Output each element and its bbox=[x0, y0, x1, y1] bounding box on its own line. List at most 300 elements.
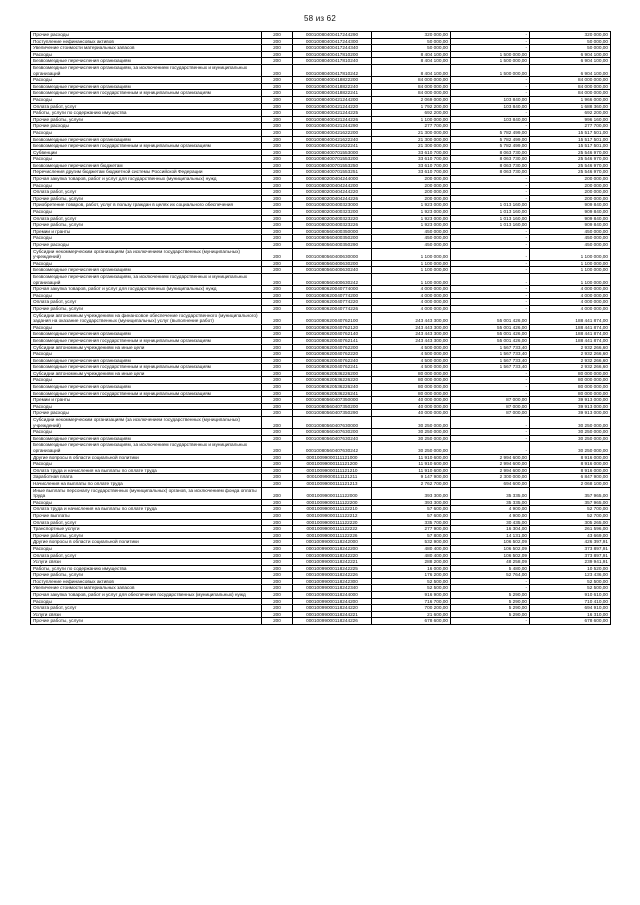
table-row bbox=[31, 64, 611, 76]
approved-amount-cell: 11 910 600,00 bbox=[372, 454, 451, 461]
budget-code-cell: 00010099000111121200 bbox=[293, 461, 372, 468]
row-name-cell: Прочие расходы bbox=[31, 32, 262, 39]
budget-code-cell: 00010099000111122226 bbox=[293, 532, 372, 539]
line-code-cell: 200 bbox=[262, 539, 293, 546]
row-name-cell: Субсидии некоммерческим организациям (за исключением государственных (муниципальных) учреждений) bbox=[31, 248, 262, 260]
approved-amount-cell: 1 923 000,00 bbox=[372, 215, 451, 222]
budget-code-cell: 00010080400418822200 bbox=[293, 77, 372, 84]
table-row bbox=[31, 565, 611, 572]
unexecuted-amount-cell: 2 932 266,60 bbox=[530, 344, 611, 351]
unexecuted-amount-cell: 15 517 501,00 bbox=[530, 129, 611, 136]
row-name-cell: Оплата работ, услуг bbox=[31, 189, 262, 196]
table-row bbox=[31, 83, 611, 90]
unexecuted-amount-cell: 52 700,00 bbox=[530, 506, 611, 513]
unexecuted-amount-cell: 450 000,00 bbox=[530, 228, 611, 235]
executed-amount-cell: 106 502,09 bbox=[451, 545, 530, 552]
row-name-cell: Работы, услуги по содержанию имущества bbox=[31, 565, 262, 572]
approved-amount-cell: 532 900,00 bbox=[372, 539, 451, 546]
unexecuted-amount-cell: 25 546 970,00 bbox=[530, 156, 611, 163]
approved-amount-cell: 4 500 000,00 bbox=[372, 344, 451, 351]
executed-amount-cell: 87 000,00 bbox=[451, 397, 530, 404]
budget-code-cell: 00010099000118244000 bbox=[293, 592, 372, 599]
budget-code-cell: 00010099000118242300 bbox=[293, 578, 372, 585]
approved-amount-cell: 80 000 000,00 bbox=[372, 370, 451, 377]
budget-code-cell: 00010080200404244000 bbox=[293, 176, 372, 183]
budget-code-cell: 00010080560400630200 bbox=[293, 260, 372, 267]
executed-amount-cell: 16 304,00 bbox=[451, 526, 530, 533]
unexecuted-amount-cell: 450 000,00 bbox=[530, 242, 611, 249]
approved-amount-cell: 1 100 000,00 bbox=[372, 260, 451, 267]
executed-amount-cell: - bbox=[451, 38, 530, 45]
approved-amount-cell: 4 000 000,00 bbox=[372, 292, 451, 299]
budget-code-cell: 00010080400421244200 bbox=[293, 96, 372, 103]
line-code-cell: 200 bbox=[262, 32, 293, 39]
line-code-cell: 200 bbox=[262, 45, 293, 52]
budget-code-cell: 00010099000111121211 bbox=[293, 474, 372, 481]
table-row bbox=[31, 58, 611, 65]
line-code-cell: 200 bbox=[262, 429, 293, 436]
table-row bbox=[31, 136, 611, 143]
approved-amount-cell: 243 443 300,00 bbox=[372, 312, 451, 324]
approved-amount-cell: 2 069 000,00 bbox=[372, 96, 451, 103]
row-name-cell: Прочая закупка товаров, работ и услуг для государственных (муниципальных) нужд bbox=[31, 176, 262, 183]
row-name-cell: Субсидии некоммерческим организациям (за исключением государственных (муниципальных) учреждений) bbox=[31, 417, 262, 429]
row-name-cell: Премии и гранты bbox=[31, 228, 262, 235]
approved-amount-cell: 50 000,00 bbox=[372, 45, 451, 52]
approved-amount-cell: 277 900,00 bbox=[372, 526, 451, 533]
approved-amount-cell: 716 700,00 bbox=[372, 598, 451, 605]
row-name-cell: Оплата работ, услуг bbox=[31, 215, 262, 222]
row-name-cell: Поступление нефинансовых активов bbox=[31, 38, 262, 45]
table-row bbox=[31, 442, 611, 454]
row-name-cell: Прочие работы, услуги bbox=[31, 532, 262, 539]
approved-amount-cell: 1 923 000,00 bbox=[372, 222, 451, 229]
executed-amount-cell: 8 063 730,00 bbox=[451, 162, 530, 169]
approved-amount-cell: 4 000 000,00 bbox=[372, 286, 451, 293]
budget-code-cell: 00010080620536226220 bbox=[293, 377, 372, 384]
approved-amount-cell: 450 000,00 bbox=[372, 242, 451, 249]
row-name-cell: Субсидии автономным учреждениям на иные цели bbox=[31, 344, 262, 351]
executed-amount-cell: - bbox=[451, 435, 530, 442]
row-name-cell: Премии и гранты bbox=[31, 397, 262, 404]
row-name-cell: Расходы bbox=[31, 324, 262, 331]
budget-code-cell: 00010080200400323200 bbox=[293, 209, 372, 216]
unexecuted-amount-cell: 52 500,00 bbox=[530, 578, 611, 585]
table-row bbox=[31, 267, 611, 274]
unexecuted-amount-cell: 52 700,00 bbox=[530, 512, 611, 519]
line-code-cell: 200 bbox=[262, 299, 293, 306]
budget-code-cell: 00010080620040762120 bbox=[293, 324, 372, 331]
table-row bbox=[31, 209, 611, 216]
executed-amount-cell: - bbox=[451, 292, 530, 299]
executed-amount-cell: 1 013 160,00 bbox=[451, 215, 530, 222]
line-code-cell: 200 bbox=[262, 598, 293, 605]
executed-amount-cell: 5 480,00 bbox=[451, 565, 530, 572]
table-row bbox=[31, 572, 611, 579]
table-row bbox=[31, 96, 611, 103]
executed-amount-cell: 2 994 600,00 bbox=[451, 461, 530, 468]
line-code-cell: 200 bbox=[262, 123, 293, 130]
budget-code-cell: 00010080620040762141 bbox=[293, 337, 372, 344]
unexecuted-amount-cell: 200 000,00 bbox=[530, 195, 611, 202]
budget-code-cell: 00010099000118244220 bbox=[293, 605, 372, 612]
table-row bbox=[31, 474, 611, 481]
row-name-cell: Прочие работы, услуги bbox=[31, 572, 262, 579]
executed-amount-cell: 106 502,09 bbox=[451, 539, 530, 546]
approved-amount-cell: 57 600,00 bbox=[372, 506, 451, 513]
approved-amount-cell: 30 250 000,00 bbox=[372, 442, 451, 454]
line-code-cell: 200 bbox=[262, 526, 293, 533]
executed-amount-cell: - bbox=[451, 273, 530, 285]
unexecuted-amount-cell: 188 441 874,00 bbox=[530, 312, 611, 324]
budget-code-cell: 00010099000111122212 bbox=[293, 512, 372, 519]
table-row bbox=[31, 618, 611, 625]
budget-code-cell: 00010080620040774200 bbox=[293, 292, 372, 299]
budget-code-cell: 00010080400421244225 bbox=[293, 110, 372, 117]
executed-amount-cell: - bbox=[451, 110, 530, 117]
row-name-cell: Расходы bbox=[31, 429, 262, 436]
executed-amount-cell: 8 063 730,00 bbox=[451, 149, 530, 156]
executed-amount-cell: 103 840,00 bbox=[451, 116, 530, 123]
executed-amount-cell: 694 600,00 bbox=[451, 480, 530, 487]
budget-code-cell: 00010080400418822241 bbox=[293, 90, 372, 97]
budget-code-cell: 00010080620040762100 bbox=[293, 312, 372, 324]
executed-amount-cell: - bbox=[451, 248, 530, 260]
row-name-cell: Прочая закупка товаров, работ и услуг для государственных (муниципальных) нужд bbox=[31, 286, 262, 293]
row-name-cell: Безвозмездные перечисления организациям bbox=[31, 384, 262, 391]
approved-amount-cell: 200 000,00 bbox=[372, 189, 451, 196]
executed-amount-cell: 55 001 426,00 bbox=[451, 312, 530, 324]
unexecuted-amount-cell: 50 000,00 bbox=[530, 45, 611, 52]
approved-amount-cell: 1 923 000,00 bbox=[372, 202, 451, 209]
executed-amount-cell: 1 567 733,40 bbox=[451, 351, 530, 358]
line-code-cell: 200 bbox=[262, 96, 293, 103]
row-name-cell: Услуги связи bbox=[31, 559, 262, 566]
line-code-cell: 200 bbox=[262, 370, 293, 377]
executed-amount-cell: - bbox=[451, 267, 530, 274]
table-row bbox=[31, 592, 611, 599]
budget-code-cell: 00010080200400323220 bbox=[293, 215, 372, 222]
budget-code-cell: 00010080560407630200 bbox=[293, 429, 372, 436]
approved-amount-cell: 57 600,00 bbox=[372, 512, 451, 519]
unexecuted-amount-cell: 1 100 000,00 bbox=[530, 267, 611, 274]
row-name-cell: Расходы bbox=[31, 77, 262, 84]
table-row bbox=[31, 499, 611, 506]
unexecuted-amount-cell: 84 000 000,00 bbox=[530, 90, 611, 97]
line-code-cell: 200 bbox=[262, 149, 293, 156]
budget-code-cell: 00010080560400350290 bbox=[293, 242, 372, 249]
row-name-cell: Расходы bbox=[31, 129, 262, 136]
row-name-cell: Поступление нефинансовых активов bbox=[31, 578, 262, 585]
row-name-cell: Безвозмездные перечисления государственным и муниципальным организациям bbox=[31, 90, 262, 97]
unexecuted-amount-cell: 8 916 000,00 bbox=[530, 454, 611, 461]
table-row bbox=[31, 357, 611, 364]
table-row bbox=[31, 539, 611, 546]
table-row bbox=[31, 143, 611, 150]
table-row bbox=[31, 410, 611, 417]
line-code-cell: 200 bbox=[262, 611, 293, 618]
table-row bbox=[31, 103, 611, 110]
row-name-cell: Безвозмездные перечисления организациям bbox=[31, 267, 262, 274]
approved-amount-cell: 21 300 000,00 bbox=[372, 143, 451, 150]
table-row bbox=[31, 390, 611, 397]
unexecuted-amount-cell: 15 517 501,00 bbox=[530, 143, 611, 150]
row-name-cell: Приобретение товаров, работ, услуг в пользу граждан в целях их социального обеспечения bbox=[31, 202, 262, 209]
unexecuted-amount-cell: 1 100 000,00 bbox=[530, 260, 611, 267]
table-row bbox=[31, 110, 611, 117]
executed-amount-cell: 8 063 730,00 bbox=[451, 169, 530, 176]
executed-amount-cell: - bbox=[451, 377, 530, 384]
row-name-cell: Увеличение стоимости материальных запасов bbox=[31, 45, 262, 52]
line-code-cell: 200 bbox=[262, 129, 293, 136]
executed-amount-cell: 5 290,00 bbox=[451, 611, 530, 618]
budget-code-cell: 00010099000111122222 bbox=[293, 526, 372, 533]
executed-amount-cell: - bbox=[451, 228, 530, 235]
approved-amount-cell: 4 500 000,00 bbox=[372, 357, 451, 364]
line-code-cell: 200 bbox=[262, 267, 293, 274]
table-row bbox=[31, 162, 611, 169]
approved-amount-cell: 480 400,00 bbox=[372, 545, 451, 552]
table-row bbox=[31, 331, 611, 338]
unexecuted-amount-cell: 4 000 000,00 bbox=[530, 292, 611, 299]
budget-code-cell: 00010099000118242000 bbox=[293, 539, 372, 546]
unexecuted-amount-cell: 188 441 874,00 bbox=[530, 324, 611, 331]
budget-code-cell: 00010099000118244226 bbox=[293, 618, 372, 625]
budget-code-cell: 00010080400417810240 bbox=[293, 58, 372, 65]
row-name-cell: Начисления на выплаты по оплате труда bbox=[31, 480, 262, 487]
row-name-cell: Безвозмездные перечисления государственным и муниципальным организациям bbox=[31, 337, 262, 344]
executed-amount-cell: 4 900,00 bbox=[451, 506, 530, 513]
row-name-cell: Безвозмездные перечисления организациям, за исключением государственных и муниципальных организаций bbox=[31, 273, 262, 285]
executed-amount-cell: - bbox=[451, 176, 530, 183]
executed-amount-cell: 35 335,00 bbox=[451, 487, 530, 499]
unexecuted-amount-cell: 909 840,00 bbox=[530, 215, 611, 222]
row-name-cell: Безвозмездные перечисления организациям, за исключением государственных и муниципальных организаций bbox=[31, 64, 262, 76]
table-row bbox=[31, 351, 611, 358]
executed-amount-cell: 55 001 426,00 bbox=[451, 324, 530, 331]
line-code-cell: 200 bbox=[262, 519, 293, 526]
table-row bbox=[31, 176, 611, 183]
approved-amount-cell: 21 300 000,00 bbox=[372, 129, 451, 136]
table-row bbox=[31, 487, 611, 499]
budget-code-cell: 00010080560407350000 bbox=[293, 397, 372, 404]
approved-amount-cell: 176 200,00 bbox=[372, 572, 451, 579]
table-row bbox=[31, 202, 611, 209]
executed-amount-cell: 48 258,09 bbox=[451, 559, 530, 566]
line-code-cell: 200 bbox=[262, 273, 293, 285]
unexecuted-amount-cell: 373 897,91 bbox=[530, 552, 611, 559]
unexecuted-amount-cell: 4 000 000,00 bbox=[530, 305, 611, 312]
row-name-cell: Перечисления другим бюджетам бюджетной системы Российской Федерации bbox=[31, 169, 262, 176]
line-code-cell: 200 bbox=[262, 38, 293, 45]
line-code-cell: 200 bbox=[262, 499, 293, 506]
unexecuted-amount-cell: 123 436,00 bbox=[530, 572, 611, 579]
line-code-cell: 200 bbox=[262, 487, 293, 499]
budget-code-cell: 00010080620536226240 bbox=[293, 384, 372, 391]
row-name-cell: Расходы bbox=[31, 545, 262, 552]
unexecuted-amount-cell: 25 546 970,00 bbox=[530, 162, 611, 169]
unexecuted-amount-cell: 200 000,00 bbox=[530, 176, 611, 183]
unexecuted-amount-cell: 678 600,00 bbox=[530, 618, 611, 625]
line-code-cell: 200 bbox=[262, 344, 293, 351]
budget-code-cell: 00010080200400323226 bbox=[293, 222, 372, 229]
line-code-cell: 200 bbox=[262, 292, 293, 299]
line-code-cell: 200 bbox=[262, 506, 293, 513]
executed-amount-cell: 52 764,00 bbox=[451, 572, 530, 579]
executed-amount-cell: 5 290,00 bbox=[451, 598, 530, 605]
table-row bbox=[31, 129, 611, 136]
unexecuted-amount-cell: 692 200,00 bbox=[530, 110, 611, 117]
approved-amount-cell: 50 000,00 bbox=[372, 38, 451, 45]
line-code-cell: 200 bbox=[262, 532, 293, 539]
executed-amount-cell: 8 063 730,00 bbox=[451, 156, 530, 163]
unexecuted-amount-cell: 30 250 000,00 bbox=[530, 442, 611, 454]
executed-amount-cell: 103 840,00 bbox=[451, 96, 530, 103]
table-row bbox=[31, 403, 611, 410]
line-code-cell: 200 bbox=[262, 143, 293, 150]
budget-code-cell: 00010099000118242200 bbox=[293, 545, 372, 552]
executed-amount-cell: - bbox=[451, 618, 530, 625]
approved-amount-cell: 288 200,00 bbox=[372, 559, 451, 566]
line-code-cell: 200 bbox=[262, 357, 293, 364]
table-row bbox=[31, 532, 611, 539]
executed-amount-cell: - bbox=[451, 32, 530, 39]
approved-amount-cell: 4 500 000,00 bbox=[372, 351, 451, 358]
line-code-cell: 200 bbox=[262, 578, 293, 585]
budget-code-cell: 00010099000111122200 bbox=[293, 499, 372, 506]
budget-code-cell: 00010099000111121000 bbox=[293, 454, 372, 461]
unexecuted-amount-cell: 909 840,00 bbox=[530, 202, 611, 209]
approved-amount-cell: 8 404 100,00 bbox=[372, 51, 451, 58]
unexecuted-amount-cell: 188 441 874,00 bbox=[530, 331, 611, 338]
unexecuted-amount-cell: 39 913 000,00 bbox=[530, 397, 611, 404]
row-name-cell: Расходы bbox=[31, 156, 262, 163]
table-row bbox=[31, 182, 611, 189]
table-row bbox=[31, 195, 611, 202]
approved-amount-cell: 450 000,00 bbox=[372, 228, 451, 235]
executed-amount-cell: 1 013 160,00 bbox=[451, 209, 530, 216]
unexecuted-amount-cell: 39 913 000,00 bbox=[530, 403, 611, 410]
line-code-cell: 200 bbox=[262, 390, 293, 397]
row-name-cell: Прочие расходы bbox=[31, 410, 262, 417]
table-row bbox=[31, 519, 611, 526]
unexecuted-amount-cell: 4 000 000,00 bbox=[530, 286, 611, 293]
approved-amount-cell: 335 700,00 bbox=[372, 519, 451, 526]
budget-code-cell: 00010080400701553250 bbox=[293, 162, 372, 169]
row-name-cell: Расходы bbox=[31, 260, 262, 267]
budget-code-cell: 00010080560400630242 bbox=[293, 273, 372, 285]
budget-code-cell: 00010080620040762220 bbox=[293, 351, 372, 358]
budget-code-cell: 00010080400418822240 bbox=[293, 83, 372, 90]
budget-code-cell: 00010080560400350200 bbox=[293, 235, 372, 242]
budget-code-cell: 00010080560407630000 bbox=[293, 417, 372, 429]
unexecuted-amount-cell: 2 932 266,60 bbox=[530, 364, 611, 371]
table-row bbox=[31, 417, 611, 429]
approved-amount-cell: 450 000,00 bbox=[372, 235, 451, 242]
executed-amount-cell: 1 567 733,40 bbox=[451, 364, 530, 371]
executed-amount-cell: 1 013 160,00 bbox=[451, 222, 530, 229]
budget-code-cell: 00010080620536226241 bbox=[293, 390, 372, 397]
budget-code-cell: 00010080400701553200 bbox=[293, 156, 372, 163]
table-row bbox=[31, 578, 611, 585]
approved-amount-cell: 2 762 700,00 bbox=[372, 480, 451, 487]
approved-amount-cell: 916 900,00 bbox=[372, 592, 451, 599]
line-code-cell: 200 bbox=[262, 58, 293, 65]
budget-code-cell: 00010080200404244220 bbox=[293, 189, 372, 196]
approved-amount-cell: 1 100 000,00 bbox=[372, 267, 451, 274]
table-row bbox=[31, 552, 611, 559]
table-row bbox=[31, 384, 611, 391]
line-code-cell: 200 bbox=[262, 286, 293, 293]
budget-code-cell: 00010099000118244221 bbox=[293, 611, 372, 618]
executed-amount-cell: - bbox=[451, 417, 530, 429]
executed-amount-cell: 5 782 499,00 bbox=[451, 136, 530, 143]
row-name-cell: Расходы bbox=[31, 351, 262, 358]
line-code-cell: 200 bbox=[262, 397, 293, 404]
unexecuted-amount-cell: 84 000 000,00 bbox=[530, 83, 611, 90]
line-code-cell: 200 bbox=[262, 559, 293, 566]
row-name-cell: Безвозмездные перечисления организациям bbox=[31, 357, 262, 364]
executed-amount-cell: - bbox=[451, 83, 530, 90]
approved-amount-cell: 21 300 000,00 bbox=[372, 136, 451, 143]
line-code-cell: 200 bbox=[262, 474, 293, 481]
row-name-cell: Оплата работ, услуг bbox=[31, 605, 262, 612]
unexecuted-amount-cell: 277 700,00 bbox=[530, 123, 611, 130]
unexecuted-amount-cell: 6 904 100,00 bbox=[530, 64, 611, 76]
approved-amount-cell: 16 000,00 bbox=[372, 565, 451, 572]
unexecuted-amount-cell: 80 000 000,00 bbox=[530, 390, 611, 397]
table-row bbox=[31, 156, 611, 163]
line-code-cell: 200 bbox=[262, 64, 293, 76]
executed-amount-cell: 106 502,09 bbox=[451, 552, 530, 559]
table-row bbox=[31, 461, 611, 468]
unexecuted-amount-cell: 50 000,00 bbox=[530, 38, 611, 45]
table-row bbox=[31, 116, 611, 123]
executed-amount-cell: - bbox=[451, 305, 530, 312]
approved-amount-cell: 84 000 000,00 bbox=[372, 90, 451, 97]
line-code-cell: 200 bbox=[262, 116, 293, 123]
line-code-cell: 200 bbox=[262, 384, 293, 391]
budget-code-cell: 00010080400417244300 bbox=[293, 38, 372, 45]
table-row bbox=[31, 169, 611, 176]
table-row bbox=[31, 370, 611, 377]
line-code-cell: 200 bbox=[262, 552, 293, 559]
executed-amount-cell: 5 290,00 bbox=[451, 592, 530, 599]
line-code-cell: 200 bbox=[262, 242, 293, 249]
line-code-cell: 200 bbox=[262, 585, 293, 592]
unexecuted-amount-cell: 426 397,91 bbox=[530, 539, 611, 546]
row-name-cell: Расходы bbox=[31, 51, 262, 58]
executed-amount-cell: - bbox=[451, 384, 530, 391]
executed-amount-cell: - bbox=[451, 299, 530, 306]
row-name-cell: Безвозмездные перечисления организациям, за исключением государственных и муниципальных организаций bbox=[31, 442, 262, 454]
line-code-cell: 200 bbox=[262, 209, 293, 216]
approved-amount-cell: 320 000,00 bbox=[372, 32, 451, 39]
table-row bbox=[31, 344, 611, 351]
approved-amount-cell: 8 404 100,00 bbox=[372, 58, 451, 65]
table-row bbox=[31, 248, 611, 260]
budget-code-cell: 00010099000111122000 bbox=[293, 487, 372, 499]
line-code-cell: 200 bbox=[262, 169, 293, 176]
executed-amount-cell: 1 500 000,00 bbox=[451, 64, 530, 76]
line-code-cell: 200 bbox=[262, 467, 293, 474]
unexecuted-amount-cell: 8 916 000,00 bbox=[530, 467, 611, 474]
row-name-cell: Транспортные услуги bbox=[31, 526, 262, 533]
line-code-cell: 200 bbox=[262, 215, 293, 222]
table-row bbox=[31, 435, 611, 442]
approved-amount-cell: 33 610 700,00 bbox=[372, 169, 451, 176]
table-row bbox=[31, 260, 611, 267]
